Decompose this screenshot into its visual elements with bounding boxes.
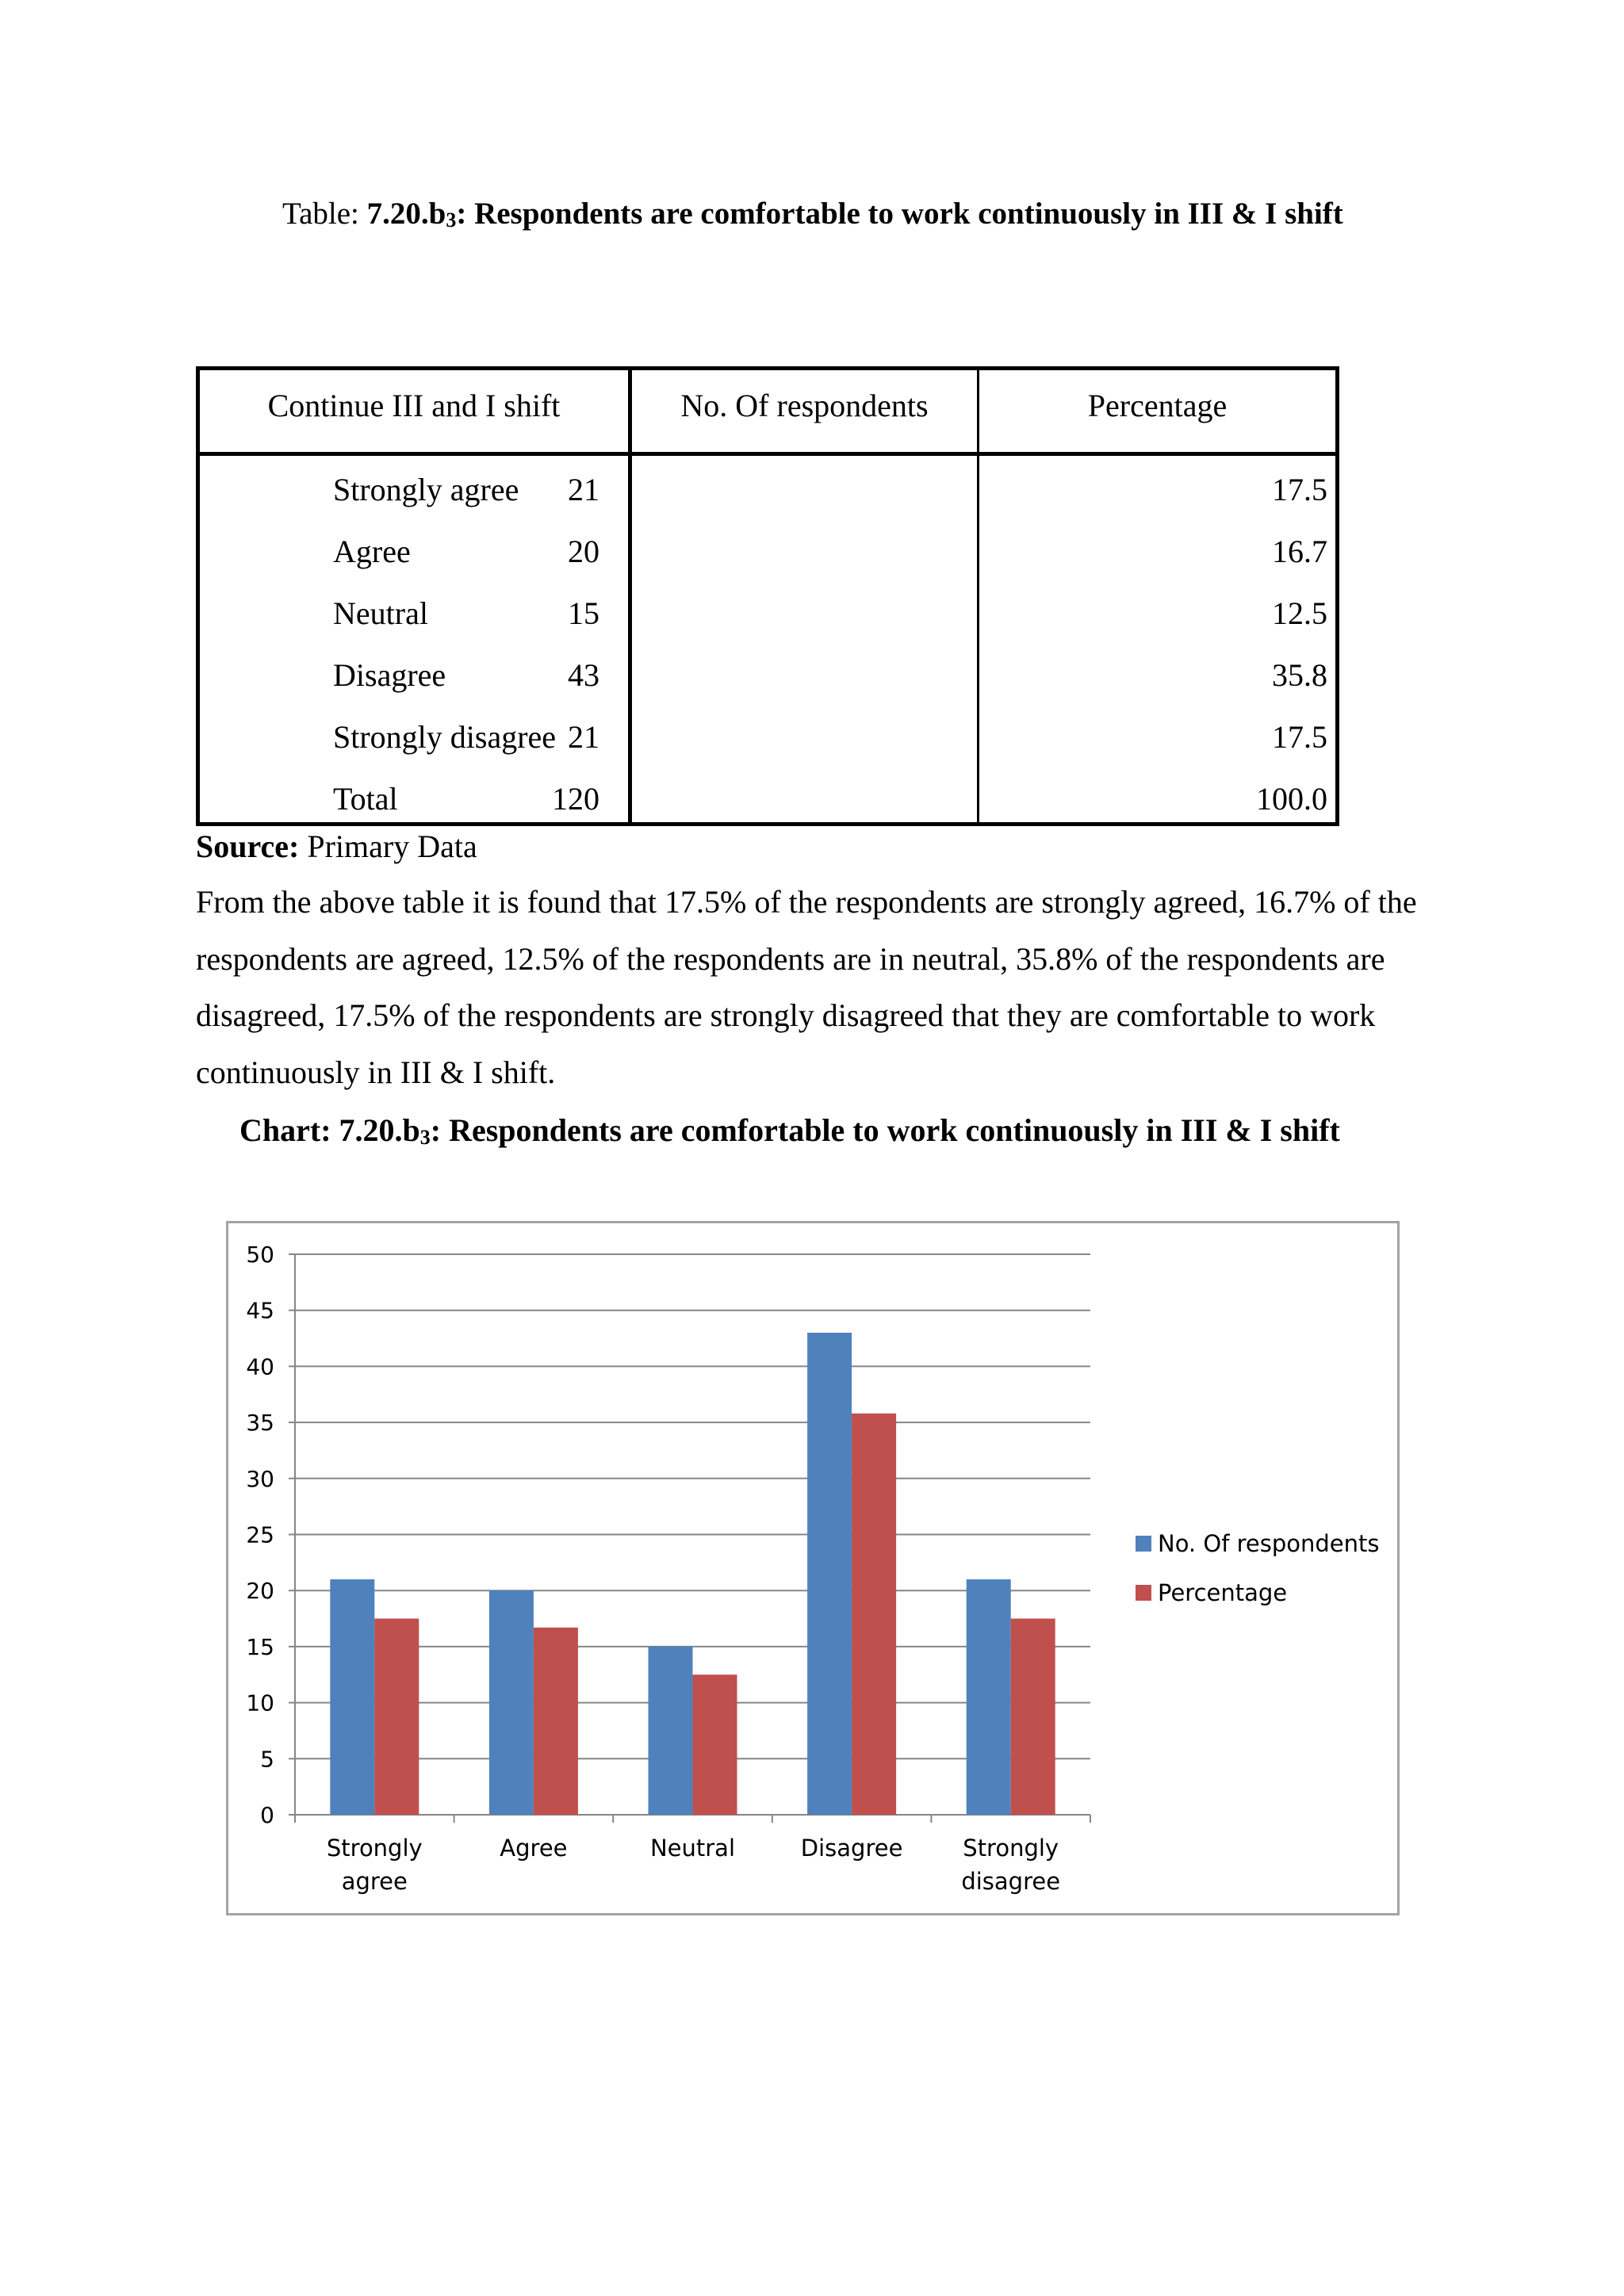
bar xyxy=(534,1628,578,1815)
row-count: 15 xyxy=(568,595,599,631)
bar xyxy=(693,1674,737,1815)
y-tick-label: 45 xyxy=(246,1297,274,1324)
source-note xyxy=(196,825,477,869)
x-tick-label: disagree xyxy=(961,1868,1061,1895)
legend-swatch xyxy=(1136,1585,1151,1601)
table-row-total xyxy=(200,768,1335,830)
x-tick-label: Disagree xyxy=(800,1835,903,1862)
chart-number-subscript: 3 xyxy=(419,1126,431,1149)
row-label: Total xyxy=(333,781,398,817)
source-label: Source: xyxy=(196,828,300,864)
legend-swatch xyxy=(1136,1536,1151,1552)
table-header-category: Continue III and I shift xyxy=(267,388,561,423)
source-text: Primary Data xyxy=(299,828,477,864)
row-label: Strongly disagree xyxy=(333,719,557,755)
row-count: 20 xyxy=(568,534,599,569)
bar xyxy=(1011,1619,1055,1815)
legend-label: No. Of respondents xyxy=(1158,1530,1380,1557)
row-count: 21 xyxy=(568,719,599,755)
table-row xyxy=(200,706,1335,768)
table-number: 7.20.b xyxy=(366,197,446,231)
y-tick-label: 35 xyxy=(246,1410,274,1437)
table-row xyxy=(200,645,1335,706)
row-count: 21 xyxy=(568,472,599,507)
x-tick-label: Neutral xyxy=(649,1835,736,1862)
x-tick-label: Agree xyxy=(500,1835,568,1862)
row-count: 120 xyxy=(552,781,599,817)
y-tick-label: 20 xyxy=(246,1578,274,1605)
x-tick-label: agree xyxy=(341,1868,408,1895)
data-table xyxy=(196,366,1339,826)
chart-caption xyxy=(239,1107,1429,1158)
bar xyxy=(967,1579,1011,1815)
bar xyxy=(807,1333,852,1815)
row-label: Agree xyxy=(333,534,411,569)
table-caption: Table: $7.20.b_3$: Respondents are comfortable to work continuously in III & I shift xyxy=(282,197,1343,232)
table-row xyxy=(200,521,1335,583)
x-tick-label: Strongly xyxy=(963,1835,1059,1862)
row-percent: 35.8 xyxy=(1272,657,1327,693)
row-label: Disagree xyxy=(333,657,446,693)
y-tick-label: 5 xyxy=(260,1746,274,1773)
table-row xyxy=(200,583,1335,645)
row-percent: 17.5 xyxy=(1272,472,1327,507)
bar xyxy=(649,1647,693,1815)
y-tick-label: 30 xyxy=(246,1465,274,1492)
bar xyxy=(374,1619,419,1815)
body-paragraph: From the above table it is found that 17.5% of the respondents are strongly agreed, 16.7% of the respondents are agreed, 12.5% of the respondents are in neutral, 35.8% of the respondents are disagreed, 17.5% of the respondents are strongly disagreed that they are comfortable to work continuously in III & I shift. xyxy=(196,884,1417,1090)
chart-title: : Respondents are comfortable to work continuously in III & I shift xyxy=(430,1112,1340,1148)
table-header-count: No. Of respondents xyxy=(680,388,929,423)
row-count: 43 xyxy=(568,657,599,693)
y-tick-label: 10 xyxy=(246,1689,274,1716)
table-header-divider xyxy=(200,452,1335,456)
y-tick-label: 0 xyxy=(260,1802,274,1828)
table-number-subscript: 3 xyxy=(446,209,457,232)
table-header-percentage: Percentage xyxy=(1087,388,1228,423)
row-percent: 12.5 xyxy=(1272,595,1327,631)
x-tick-label: Strongly xyxy=(326,1835,423,1862)
bar xyxy=(489,1590,534,1815)
row-percent: 17.5 xyxy=(1272,719,1327,755)
row-label: Strongly agree xyxy=(333,472,519,507)
table-row xyxy=(200,459,1335,521)
y-tick-label: 40 xyxy=(246,1353,274,1380)
bar-chart xyxy=(226,1221,1400,1915)
y-tick-label: 25 xyxy=(246,1521,274,1548)
legend-label: Percentage xyxy=(1158,1579,1288,1606)
table-title: : Respondents are comfortable to work continuously in III & I shift xyxy=(456,197,1343,231)
bar xyxy=(330,1579,374,1815)
y-tick-label: 15 xyxy=(246,1633,274,1660)
row-label: Neutral xyxy=(333,595,428,631)
chart-number: Chart: 7.20.b xyxy=(239,1112,420,1148)
chart-canvas xyxy=(228,1223,1397,1913)
row-percent: 100.0 xyxy=(1256,781,1327,817)
bar xyxy=(852,1414,896,1815)
row-percent: 16.7 xyxy=(1272,534,1327,569)
y-tick-label: 50 xyxy=(246,1242,274,1268)
